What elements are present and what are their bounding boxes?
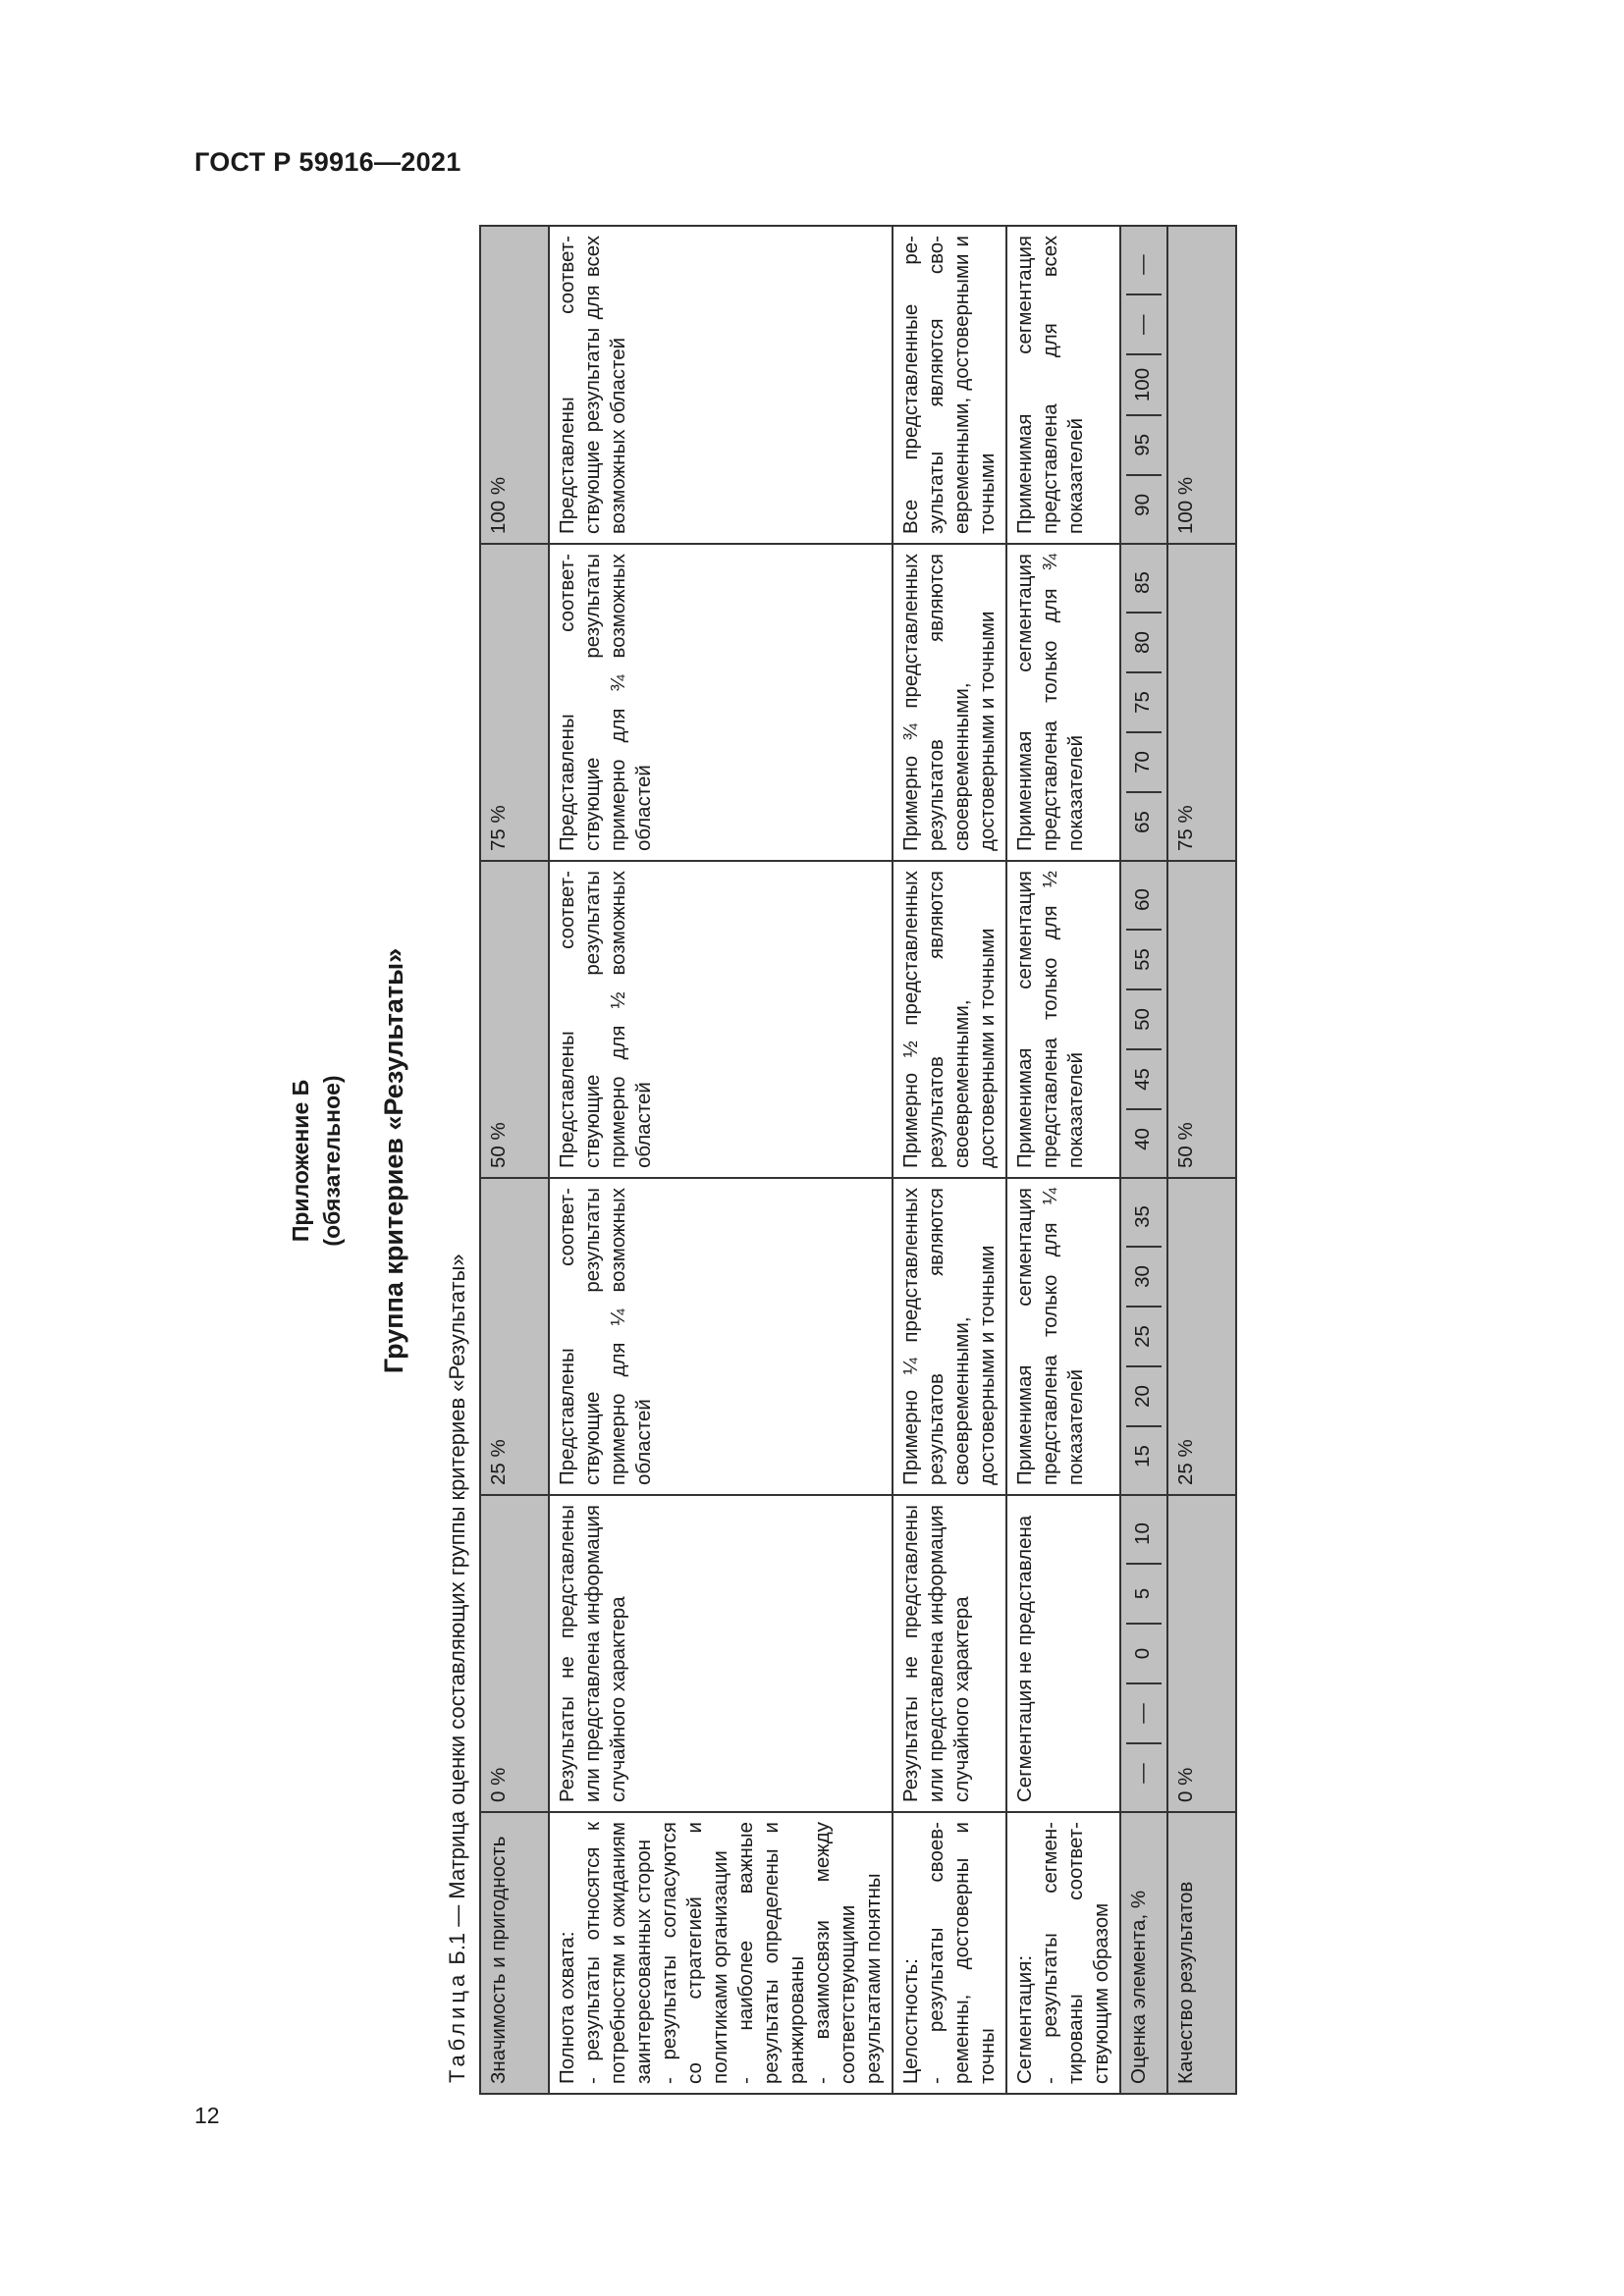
score-value: 65: [1131, 811, 1154, 833]
score-value: 55: [1126, 931, 1162, 990]
table-row: [893, 226, 1006, 2094]
criterion-segmentation: Сегментация: - результаты сегментированы соответствующим образом: [1006, 1812, 1120, 2094]
score-value: 100: [1126, 355, 1162, 415]
score-value: 50: [1126, 990, 1162, 1050]
score-value: 5: [1126, 1565, 1162, 1625]
table-cell: Сегментация не представлена: [1006, 1495, 1120, 1812]
table-cell: Представлены соответствующие результаты примерно для ¼ возможных областей: [549, 1178, 893, 1495]
score-value: 80: [1126, 614, 1162, 673]
score-value: 30: [1126, 1248, 1162, 1308]
score-value: 70: [1126, 733, 1162, 793]
score-value: 10: [1126, 1505, 1162, 1565]
table-cell: Результаты не представлены или представлена информация случайного характера: [893, 1495, 1006, 1812]
score-row-label: Оценка элемента, %: [1120, 1812, 1167, 2094]
table-cell: Применимая сегментация представлена только для ¼ показателей: [1006, 1178, 1120, 1495]
quality-value: 100 %: [1167, 226, 1236, 544]
table-row: [549, 226, 893, 2094]
score-value: 85: [1126, 554, 1162, 614]
score-value: 60: [1126, 871, 1162, 931]
header-significance: Значимость и пригодность: [480, 1812, 549, 2094]
annex-title: Приложение Б: [288, 1079, 313, 1243]
header-level: 100 %: [480, 226, 549, 544]
table-caption: [445, 1254, 470, 2083]
score-value: 95: [1126, 416, 1162, 476]
score-value: 35: [1126, 1188, 1162, 1248]
quality-value: 0 %: [1167, 1495, 1236, 1812]
annex-status: (обязательное): [319, 1075, 345, 1247]
standard-code: ГОСТ Р 59916—2021: [194, 147, 461, 177]
criterion-coverage: Полнота охвата: - результаты относятся к потребностям и ожиданиям заинтересованных сторон - результаты согласуются со стратегией и политиками организации - наиболее важные результаты определены и ранжированы - взаимосвязи между соответствующими результатами понятны: [549, 1812, 893, 2094]
header-level: 25 %: [480, 1178, 549, 1495]
table-cell: Представлены соответствующие результаты для всех возможных областей: [549, 226, 893, 544]
score-row: [1120, 226, 1167, 2094]
table-row: [1006, 226, 1120, 2094]
table-cell: Применимая сегментация представлена для всех показателей: [1006, 226, 1120, 544]
score-value: —: [1126, 295, 1162, 355]
group-title: Группа критериев «Результаты»: [379, 947, 408, 1374]
table-caption-label: Таблица: [445, 1970, 469, 2083]
quality-value: 50 %: [1167, 861, 1236, 1178]
score-group: [1120, 226, 1167, 544]
quality-value: 75 %: [1167, 544, 1236, 861]
criterion-integrity: Целостность: - результаты своевременны, достоверны и точны: [893, 1812, 1006, 2094]
table-cell: Примерно ¼ представленных результатов являются своевременными, достоверными и точными: [893, 1178, 1006, 1495]
table-cell: Представлены соответствующие результаты примерно для ¾ возможных областей: [549, 544, 893, 861]
table-cell: Примерно ½ представленных результатов являются своевременными, достоверными и точными: [893, 861, 1006, 1178]
score-value: 25: [1126, 1308, 1162, 1367]
score-value: 15: [1131, 1445, 1154, 1468]
table-cell: Применимая сегментация представлена только для ¾ показателей: [1006, 544, 1120, 861]
score-group: [1120, 544, 1167, 861]
score-group: [1120, 1178, 1167, 1495]
score-value: 40: [1131, 1128, 1154, 1150]
table-cell: Все представленные результаты являются своевременными, достоверными и точными: [893, 226, 1006, 544]
header-level: 0 %: [480, 1495, 549, 1812]
assessment-matrix-table: [479, 225, 1237, 2095]
table-caption-text: Б.1 — Матрица оценки составляющих группы критериев «Результаты»: [445, 1254, 469, 1971]
score-group: [1120, 1495, 1167, 1812]
quality-value: 25 %: [1167, 1178, 1236, 1495]
score-value: —: [1126, 1684, 1162, 1744]
score-value: 75: [1126, 673, 1162, 733]
score-group: [1120, 861, 1167, 1178]
rotated-annex-content: [278, 227, 1397, 2095]
table-cell: Примерно ¾ представленных результатов являются своевременными, достоверными и точными: [893, 544, 1006, 861]
table-cell: Результаты не представлены или представлена информация случайного характера: [549, 1495, 893, 1812]
table-header-row: [480, 226, 549, 2094]
header-level: 75 %: [480, 544, 549, 861]
table-cell: Применимая сегментация представлена только для ½ показателей: [1006, 861, 1120, 1178]
score-value: —: [1131, 1763, 1154, 1784]
page-number: 12: [194, 2103, 220, 2128]
header-level: 50 %: [480, 861, 549, 1178]
quality-row: [1167, 226, 1236, 2094]
score-value: 0: [1126, 1625, 1162, 1684]
score-value: —: [1126, 236, 1162, 295]
score-value: 90: [1131, 494, 1154, 516]
table-cell: Представлены соответствующие результаты примерно для ½ возможных областей: [549, 861, 893, 1178]
score-value: 20: [1126, 1367, 1162, 1427]
quality-row-label: Качество результатов: [1167, 1812, 1236, 2094]
score-value: 45: [1126, 1050, 1162, 1110]
